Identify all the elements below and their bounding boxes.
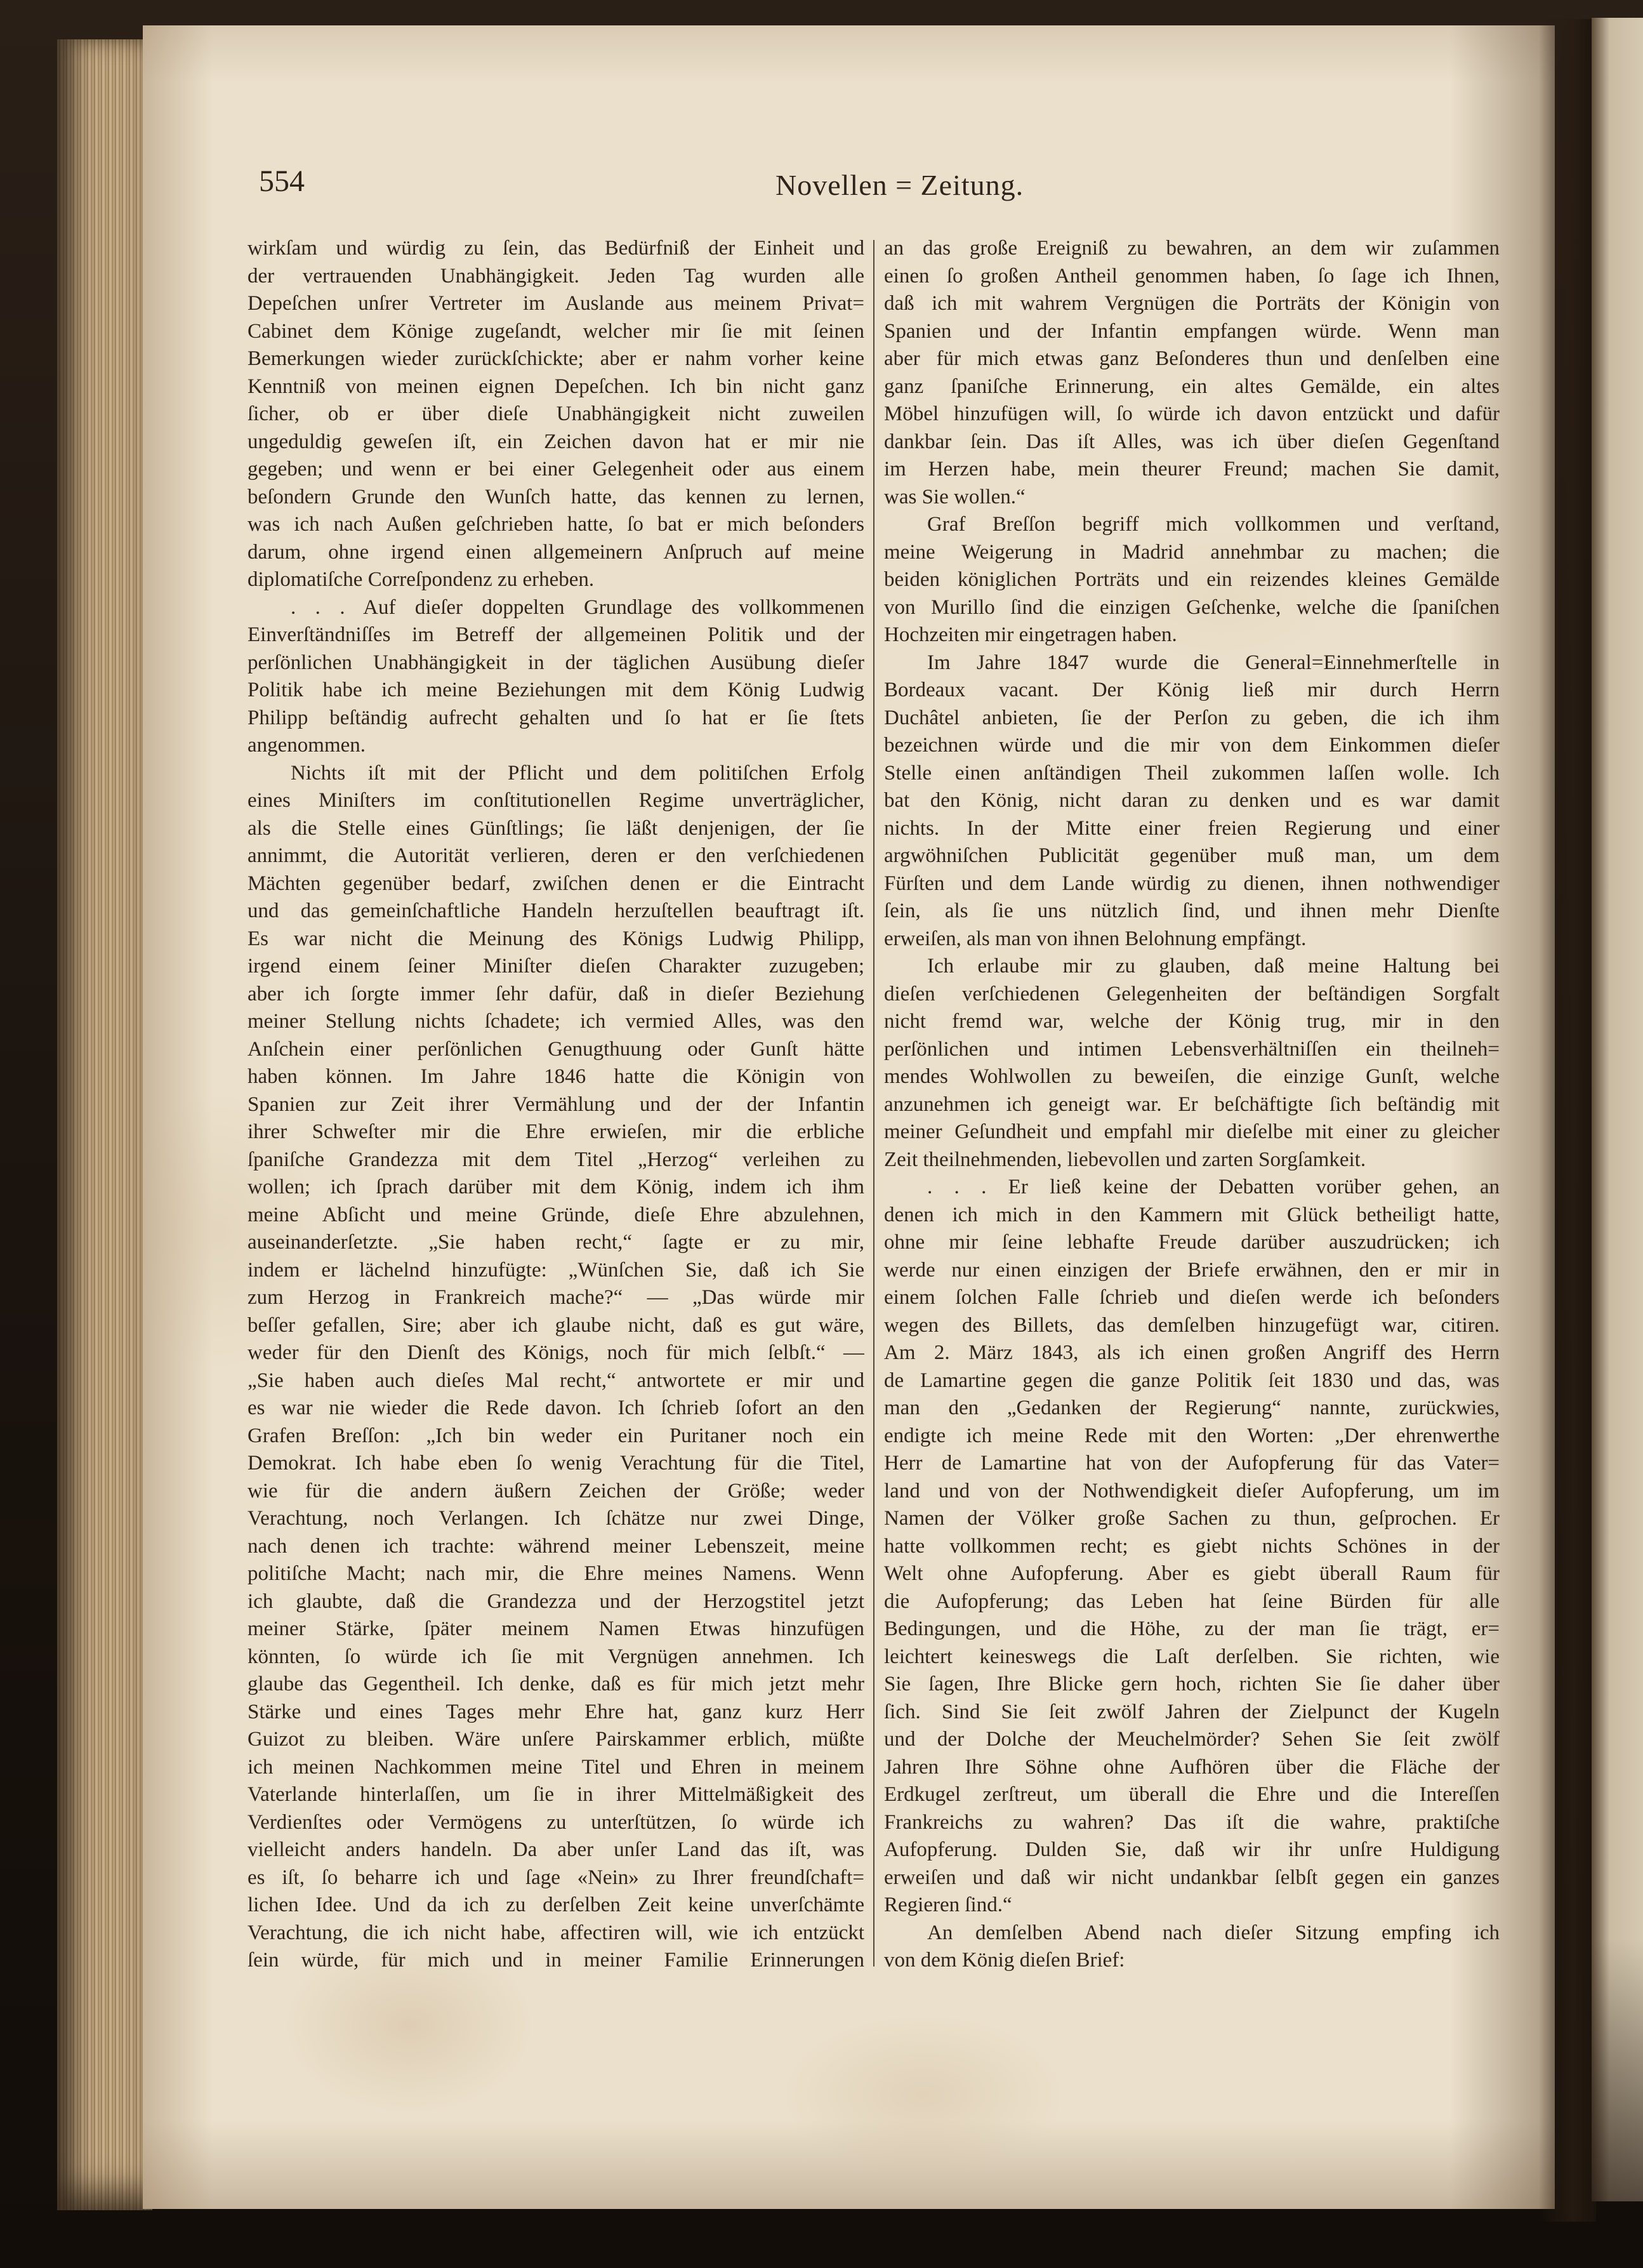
text-line: und der Dolche der Meuchelmörder? Sehen Sie ſeit zwölf: [884, 1728, 1500, 1751]
text-line: Jahren Ihre Söhne ohne Aufhören über die Fläche der: [884, 1755, 1500, 1779]
text-line: Guizot zu bleiben. Wäre unſere Pairskammer erblich, müßte: [247, 1728, 864, 1751]
text-line: Fürſten und dem Lande würdig zu dienen, ihnen nothwendiger: [884, 872, 1500, 895]
text-line: meiner Geſundheit und empfahl mir dieſelbe mit einer zu gleicher: [884, 1120, 1500, 1143]
text-line: perſönlichen Unabhängigkeit in der täglichen Ausübung dieſer: [247, 651, 864, 674]
text-line: Welt ohne Aufopferung. Aber es giebt überall Raum für: [884, 1562, 1500, 1585]
text-line: Zeit theilnehmenden, liebevollen und zarten Sorgſamkeit.: [884, 1148, 1366, 1171]
paragraph: [884, 235, 1500, 511]
text-line: Mächten gegenüber bedarf, zwiſchen denen er die Eintracht: [247, 872, 864, 895]
text-line: glaube das Gegentheil. Ich denke, daß es für mich jetzt mehr: [247, 1673, 864, 1695]
text-line: Im Jahre 1847 wurde die General=Einnehmerſtelle in: [927, 651, 1500, 674]
text-column-right: [884, 235, 1500, 1975]
text-line: Regieren ſind.“: [884, 1893, 1012, 1916]
paragraph: [884, 1174, 1500, 1920]
text-line: Erdkugel zerſtreut, um überall die Ehre und die Intereſſen: [884, 1783, 1500, 1806]
text-line: ungeduldig geweſen iſt, ein Zeichen davon hat er mir nie: [247, 430, 864, 453]
text-line: Duchâtel anbieten, ſie der Perſon zu geben, die ich ihm: [884, 706, 1500, 729]
text-line: man den „Gedanken der Regierung“ nannte, zurückwies,: [884, 1396, 1500, 1419]
text-line: beſſer gefallen, Sire; aber ich glaube nicht, daß es gut wäre,: [247, 1313, 864, 1337]
page-edges: [57, 39, 152, 2210]
text-line: als die Stelle eines Günſtlings; ſie läßt denjenigen, der ſie: [247, 816, 864, 840]
facing-page-edge: [1592, 18, 1643, 2201]
text-line: Stelle einen anſtändigen Theil zukommen laſſen wolle. Ich: [884, 761, 1500, 785]
text-line: land und von der Nothwendigkeit dieſer Aufopferung, um im: [884, 1479, 1500, 1502]
text-column-left: [247, 235, 864, 1975]
text-line: indem er lächelnd hinzufügte: „Wünſchen Sie, daß ich Sie: [247, 1258, 864, 1282]
paragraph: [884, 1920, 1500, 1975]
gutter-shadow: [1539, 19, 1596, 2222]
text-line: Herr de Lamartine hat von der Aufopferung für das Vater=: [884, 1452, 1500, 1475]
text-line: erweiſen und daß wir nicht undankbar ſelbſt gegen ein ganzes: [884, 1866, 1500, 1889]
text-line: und das gemeinſchaftliche Handeln herzuſtellen beauftragt iſt.: [247, 899, 864, 922]
text-line: denen ich mich in den Kammern mit Glück betheiligt hatte,: [884, 1203, 1500, 1226]
text-line: diplomatiſche Correſpondenz zu erheben.: [247, 568, 595, 591]
text-line: Philipp beſtändig aufrecht gehalten und ſo hat er ſie ſtets: [247, 706, 864, 729]
text-line: es war nie wieder die Rede davon. Ich ſchrieb ſofort an den: [247, 1396, 864, 1419]
text-line: die Aufopferung; das Leben hat ſeine Bürden für alle: [884, 1589, 1500, 1613]
text-line: werde nur einen einzigen der Briefe erwähnen, den er mir in: [884, 1258, 1500, 1282]
text-line: ihrer Schweſter mir die Ehre erwieſen, mir die erbliche: [247, 1120, 864, 1143]
text-line: Ich erlaube mir zu glauben, daß meine Haltung bei: [927, 955, 1500, 978]
text-line: Einverſtändniſſes im Betreff der allgemeinen Politik und der: [247, 623, 864, 646]
text-line: nach denen ich trachte: während meiner Lebenszeit, meine: [247, 1534, 864, 1558]
text-line: Bedingungen, und die Höhe, zu der man ſie trägt, er=: [884, 1617, 1500, 1640]
text-line: annimmt, die Autorität verlieren, deren er den verſchiedenen: [247, 844, 864, 867]
text-line: nichts. In der Mitte einer freien Regierung und einer: [884, 816, 1500, 840]
text-line: meiner Stärke, ſpäter meinem Namen Etwas hinzufügen: [247, 1617, 864, 1640]
paragraph: [247, 594, 864, 760]
text-line: irgend einem ſeiner Miniſter dieſen Charakter zuzugeben;: [247, 955, 864, 978]
text-line: argwöhniſchen Publicität gegenüber muß man, um dem: [884, 844, 1500, 867]
text-line: zum Herzog in Frankreich mache?“ — „Das würde mir: [247, 1286, 864, 1309]
text-line: Namen der Völker große Sachen zu thun, geſprochen. Er: [884, 1507, 1500, 1530]
text-line: mendes Wohlwollen zu beweiſen, die einzige Gunſt, welche: [884, 1065, 1500, 1088]
text-line: aber ich ſorgte immer ſehr dafür, daß in dieſer Beziehung: [247, 982, 864, 1005]
text-line: meine Abſicht und meine Gründe, dieſe Ehre abzulehnen,: [247, 1203, 864, 1226]
text-line: es iſt, ſo beharre ich und ſage «Nein» zu Ihrer freundſchaft=: [247, 1866, 864, 1889]
text-line: im Herzen habe, mein theurer Freund; machen Sie damit,: [884, 458, 1500, 481]
text-line: ich glaubte, daß die Grandezza und der Herzogstitel jetzt: [247, 1589, 864, 1613]
text-line: Verdienſtes oder Vermögens zu unterſtützen, ſo würde ich: [247, 1810, 864, 1834]
text-line: Grafen Breſſon: „Ich bin weder ein Puritaner noch ein: [247, 1424, 864, 1447]
text-line: anzunehmen ich geneigt war. Er beſchäftigte ſich beſtändig mit: [884, 1092, 1500, 1116]
text-line: Vaterlande hinterlaſſen, um ſie in ihrer Mittelmäßigkeit des: [247, 1783, 864, 1806]
text-line: Anſchein einer perſönlichen Genugthuung oder Gunſt hätte: [247, 1037, 864, 1061]
text-line: An demſelben Abend nach dieſer Sitzung empfing ich: [927, 1921, 1500, 1944]
text-line: Verachtung, die ich nicht habe, affectiren will, wie ich entzückt: [247, 1921, 864, 1944]
text-line: eines Miniſters im conſtitutionellen Regime unverträglicher,: [247, 789, 864, 812]
text-line: Frankreichs zu wahren? Das iſt die wahre, praktiſche: [884, 1810, 1500, 1834]
text-line: gegeben; und wenn er bei einer Gelegenheit oder aus einem: [247, 458, 864, 481]
text-line: leichtert keineswegs die Laſt derſelben. Sie richten, wie: [884, 1645, 1500, 1668]
text-line: perſönlichen und intimen Lebensverhältniſſen ein theilneh=: [884, 1037, 1500, 1061]
text-line: was Sie wollen.“: [884, 485, 1026, 508]
text-line: „Sie haben auch dieſes Mal recht,“ antwortete er mir und: [247, 1369, 864, 1392]
text-line: einen ſo großen Antheil genommen haben, ſo ſage ich Ihnen,: [884, 264, 1500, 288]
text-line: politiſche Macht; nach mir, die Ehre meines Namens. Wenn: [247, 1562, 864, 1585]
text-line: darum, ohne irgend einen allgemeinern Anſpruch auf meine: [247, 540, 864, 564]
text-line: meine Weigerung in Madrid annehmbar zu machen; die: [884, 540, 1500, 564]
text-line: Demokrat. Ich habe eben ſo wenig Verachtung für die Titel,: [247, 1452, 864, 1475]
text-line: Stärke und eines Tages mehr Ehre hat, ganz kurz Herr: [247, 1700, 864, 1723]
page-number: 554: [259, 164, 305, 198]
text-line: was ich nach Außen geſchrieben hatte, ſo bat er mich beſonders: [247, 513, 864, 536]
text-line: Graf Breſſon begriff mich vollkommen und verſtand,: [927, 513, 1500, 536]
text-line: Nichts iſt mit der Pflicht und dem politiſchen Erfolg: [291, 761, 864, 785]
text-line: ſich. Sind Sie ſeit zwölf Jahren der Zielpunct der Kugeln: [884, 1700, 1500, 1723]
text-line: Verachtung, noch Verlangen. Ich ſchätze nur zwei Dinge,: [247, 1507, 864, 1530]
text-line: weder für den Dienſt des Königs, noch für mich ſelbſt.“ —: [247, 1341, 864, 1364]
paragraph: [247, 235, 864, 594]
paragraph: [247, 760, 864, 1975]
text-line: von Murillo ſind die einzigen Geſchenke, welche die ſpaniſchen: [884, 595, 1500, 619]
text-line: endigte ich meine Rede mit den Worten: „Der ehrenwerthe: [884, 1424, 1500, 1447]
text-line: wie für die andern äußern Zeichen der Größe; weder: [247, 1479, 864, 1502]
text-line: an das große Ereigniß zu bewahren, an dem wir zuſammen: [884, 237, 1500, 260]
text-line: auseinanderſetzte. „Sie haben recht,“ ſagte er zu mir,: [247, 1231, 864, 1254]
paragraph: [884, 649, 1500, 953]
text-line: vielleicht anders handeln. Da aber unſer Land das iſt, was: [247, 1838, 864, 1861]
text-line: Hochzeiten mir eingetragen haben.: [884, 623, 1177, 646]
text-line: . . . Auf dieſer doppelten Grundlage des vollkommenen: [291, 595, 864, 619]
text-line: bat den König, nicht daran zu denken und es war damit: [884, 789, 1500, 812]
text-line: beſondern Grunde den Wunſch hatte, das kennen zu lernen,: [247, 485, 864, 508]
text-line: bezeichnen würde und die mir von dem Einkommen dieſer: [884, 734, 1500, 757]
text-line: wegen des Billets, das demſelben hinzugefügt war, citiren.: [884, 1313, 1500, 1337]
text-line: Bemerkungen wieder zurückſchickte; aber er nahm vorher keine: [247, 347, 864, 370]
text-line: Möbel hinzufügen will, ſo würde ich davon entzückt und dafür: [884, 402, 1500, 425]
text-line: meiner Stellung nichts ſchadete; ich vermied Alles, was den: [247, 1010, 864, 1033]
text-line: einem ſolchen Falle ſchrieb und dieſen werde ich beſonders: [884, 1286, 1500, 1309]
text-line: ganz ſpaniſche Erinnerung, ein altes Gemälde, ein altes: [884, 375, 1500, 398]
text-line: der vertrauenden Unabhängigkeit. Jeden Tag wurden alle: [247, 264, 864, 288]
text-line: nicht fremd war, welche der König trug, mir in den: [884, 1010, 1500, 1033]
text-line: Kenntniß von meinen eignen Depeſchen. Ich bin nicht ganz: [247, 375, 864, 398]
paragraph: [884, 511, 1500, 649]
text-line: angenommen.: [247, 734, 366, 757]
paragraph: [884, 953, 1500, 1174]
text-line: Spanien zur Zeit ihrer Vermählung und der der Infantin: [247, 1092, 864, 1116]
text-line: dieſen verſchiedenen Gelegenheiten der beſtändigen Sorgfalt: [884, 982, 1500, 1005]
text-line: könnten, ſo würde ich ſie mit Vergnügen annehmen. Ich: [247, 1645, 864, 1668]
text-line: Aufopferung. Dulden Sie, daß wir ihr unſre Huldigung: [884, 1838, 1500, 1861]
text-line: haben können. Im Jahre 1846 hatte die Königin von: [247, 1065, 864, 1088]
text-line: Am 2. März 1843, als ich einen großen Angriff des Herrn: [884, 1341, 1500, 1364]
text-line: de Lamartine gegen die ganze Politik ſeit 1830 und das, was: [884, 1369, 1500, 1392]
text-line: ich meinen Nachkommen meine Titel und Ehren in meinem: [247, 1755, 864, 1779]
text-line: Depeſchen unſrer Vertreter im Auslande aus meinem Privat=: [247, 292, 864, 315]
running-title: Novellen = Zeitung.: [775, 169, 1024, 201]
text-line: ſpaniſche Grandezza mit dem Titel „Herzog“ verleihen zu: [247, 1148, 864, 1171]
text-line: ſicher, ob er über dieſe Unabhängigkeit nicht zuweilen: [247, 402, 864, 425]
text-line: wollen; ich ſprach darüber mit dem König, indem ich ihm: [247, 1176, 864, 1198]
text-line: Es war nicht die Meinung des Königs Ludwig Philipp,: [247, 927, 864, 950]
text-line: ſein, als ſie uns nützlich ſind, und ihnen mehr Dienſte: [884, 899, 1500, 922]
text-line: beiden königlichen Porträts und ein reizendes kleines Gemälde: [884, 568, 1500, 591]
text-line: von dem König dieſen Brief:: [884, 1949, 1125, 1972]
text-line: daß ich mit wahrem Vergnügen die Porträts der Königin von: [884, 292, 1500, 315]
text-line: aber für mich etwas ganz Beſonderes thun und denſelben eine: [884, 347, 1500, 370]
text-line: lichen Idee. Und da ich zu derſelben Zeit keine unverſchämte: [247, 1893, 864, 1916]
text-line: ſein würde, für mich und in meiner Familie Erinnerungen: [247, 1949, 864, 1972]
text-line: . . . Er ließ keine der Debatten vorüber gehen, an: [927, 1176, 1500, 1198]
text-line: Cabinet dem Könige zugeſandt, welcher mir ſie mit ſeinen: [247, 319, 864, 343]
text-line: Sie ſagen, Ihre Blicke gern hoch, richten Sie ſie daher über: [884, 1673, 1500, 1695]
text-line: hatte vollkommen recht; es giebt nichts Schönes in der: [884, 1534, 1500, 1558]
text-line: erweiſen, als man von ihnen Belohnung empfängt.: [884, 927, 1307, 950]
text-line: Bordeaux vacant. Der König ließ mir durch Herrn: [884, 679, 1500, 701]
text-line: dankbar ſein. Das iſt Alles, was ich über dieſen Gegenſtand: [884, 430, 1500, 453]
text-line: Politik habe ich meine Beziehungen mit dem König Ludwig: [247, 679, 864, 701]
text-line: Spanien und der Infantin empfangen würde. Wenn man: [884, 319, 1500, 343]
text-line: wirkſam und würdig zu ſein, das Bedürfniß der Einheit und: [247, 237, 864, 260]
column-rule: [873, 240, 874, 1966]
text-line: ohne mir ſeine lebhafte Freude darüber auszudrücken; ich: [884, 1231, 1500, 1254]
